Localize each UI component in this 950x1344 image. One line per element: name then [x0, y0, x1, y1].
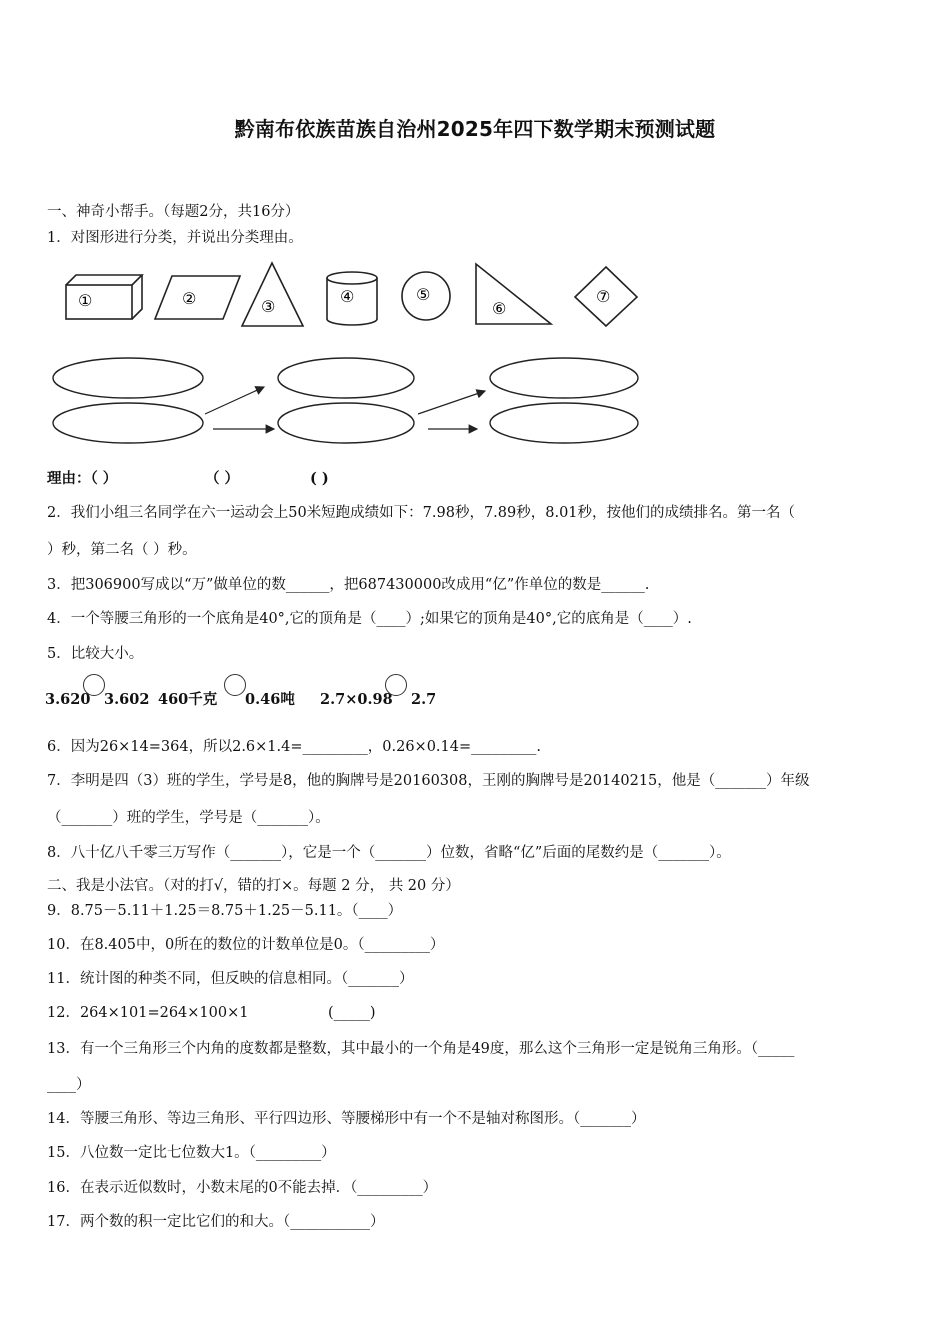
- reason-paren-2: （ ）: [205, 470, 240, 487]
- question-9: 9．8.75－5.11＋1.25＝8.75＋1.25－5.11。（____）: [47, 903, 403, 919]
- compare-right-1: 3.602: [104, 691, 150, 708]
- arrow: [418, 391, 485, 414]
- question-16: 16．在表示近似数时，小数末尾的0不能去掉．（_________）: [47, 1180, 438, 1196]
- question-2-line1: 2．我们小组三名同学在六一运动会上50米短跑成绩如下：7.98秒，7.89秒，8.01秒，按他们的成绩排名。第一名（: [47, 505, 796, 521]
- shape-label-4: ④: [340, 287, 355, 306]
- compare-left-1: 3.620: [45, 691, 91, 708]
- question-12: 12．264×101=264×100×1: [47, 1005, 249, 1021]
- question-15: 15．八位数一定比七位数大1。（_________）: [47, 1145, 336, 1161]
- question-13-line2: ____）: [47, 1077, 91, 1093]
- question-13-line1: 13．有一个三角形三个内角的度数都是整数，其中最小的一个角是49度，那么这个三角形一定是锐角三角形。（_____: [47, 1041, 795, 1057]
- question-7-line2: （_______）班的学生，学号是（_______）。: [47, 810, 330, 826]
- compare-circle-3[interactable]: [385, 674, 407, 696]
- compare-circle-2[interactable]: [224, 674, 246, 696]
- shapes-figure: [60, 262, 660, 332]
- shape-label-7: ⑦: [596, 287, 611, 306]
- question-6: 6．因为26×14=364，所以2.6×1.4=_________，0.26×0.14=_________.: [47, 739, 541, 755]
- group-ellipse: [278, 358, 414, 398]
- parallelogram-shape: [155, 276, 240, 319]
- shape-label-6: ⑥: [492, 299, 507, 318]
- group-ellipse: [53, 403, 203, 443]
- triangle-shape: [242, 263, 303, 326]
- group-ellipse: [278, 403, 414, 443]
- question-11: 11．统计图的种类不同，但反映的信息相同。（_______）: [47, 971, 414, 987]
- section2-heading: 二、我是小法官。（对的打√，错的打×。每题 2 分， 共 20 分）: [47, 878, 460, 894]
- question-17: 17．两个数的积一定比它们的和大。（___________）: [47, 1214, 385, 1230]
- reason-paren-3: ( ): [310, 470, 329, 487]
- compare-left-2: 460千克: [158, 691, 218, 708]
- question-3: 3．把306900写成以“万”做单位的数______，把687430000改成用“亿”作单位的数是______.: [47, 577, 650, 593]
- arrow: [205, 387, 264, 414]
- reason-label: 理由：（ ）: [47, 470, 118, 487]
- page-title: 黔南布依族苗族自治州2025年四下数学期末预测试题: [234, 117, 716, 141]
- question-8: 8．八十亿八千零三万写作（_______），它是一个（_______）位数，省略“亿”后面的尾数约是（_______）。: [47, 845, 731, 861]
- shape-label-2: ②: [182, 289, 197, 308]
- question-4: 4．一个等腰三角形的一个底角是40°,它的顶角是（____）;如果它的顶角是40°,它的底角是（____）.: [47, 611, 692, 627]
- section1-heading: 一、神奇小帮手。（每题2分，共16分）: [47, 204, 300, 220]
- group-ellipse: [53, 358, 203, 398]
- question-2-line2: ）秒，第二名（ ）秒。: [47, 542, 197, 558]
- shape-label-5: ⑤: [416, 285, 431, 304]
- group-ellipse: [490, 403, 638, 443]
- right-triangle-shape: [476, 264, 551, 324]
- question-14: 14．等腰三角形、等边三角形、平行四边形、等腰梯形中有一个不是轴对称图形。（_______）: [47, 1111, 646, 1127]
- compare-left-3: 2.7×0.98: [320, 691, 393, 708]
- question-5: 5．比较大小。: [47, 646, 144, 662]
- shape-label-3: ③: [261, 297, 276, 316]
- question-1: 1．对图形进行分类，并说出分类理由。: [47, 230, 303, 246]
- compare-right-3: 2.7: [411, 691, 437, 708]
- question-7-line1: 7．李明是四（3）班的学生，学号是8，他的胸牌号是20160308，王刚的胸牌号是20140215，他是（_______）年级: [47, 773, 810, 789]
- group-ellipse: [490, 358, 638, 398]
- question-12-answer: (_____): [328, 1005, 376, 1021]
- classification-diagram: [50, 356, 650, 448]
- shape-label-1: ①: [78, 291, 93, 310]
- compare-right-2: 0.46吨: [245, 691, 295, 708]
- compare-circle-1[interactable]: [83, 674, 105, 696]
- question-10: 10．在8.405中，0所在的数位的计数单位是0。（_________）: [47, 937, 445, 953]
